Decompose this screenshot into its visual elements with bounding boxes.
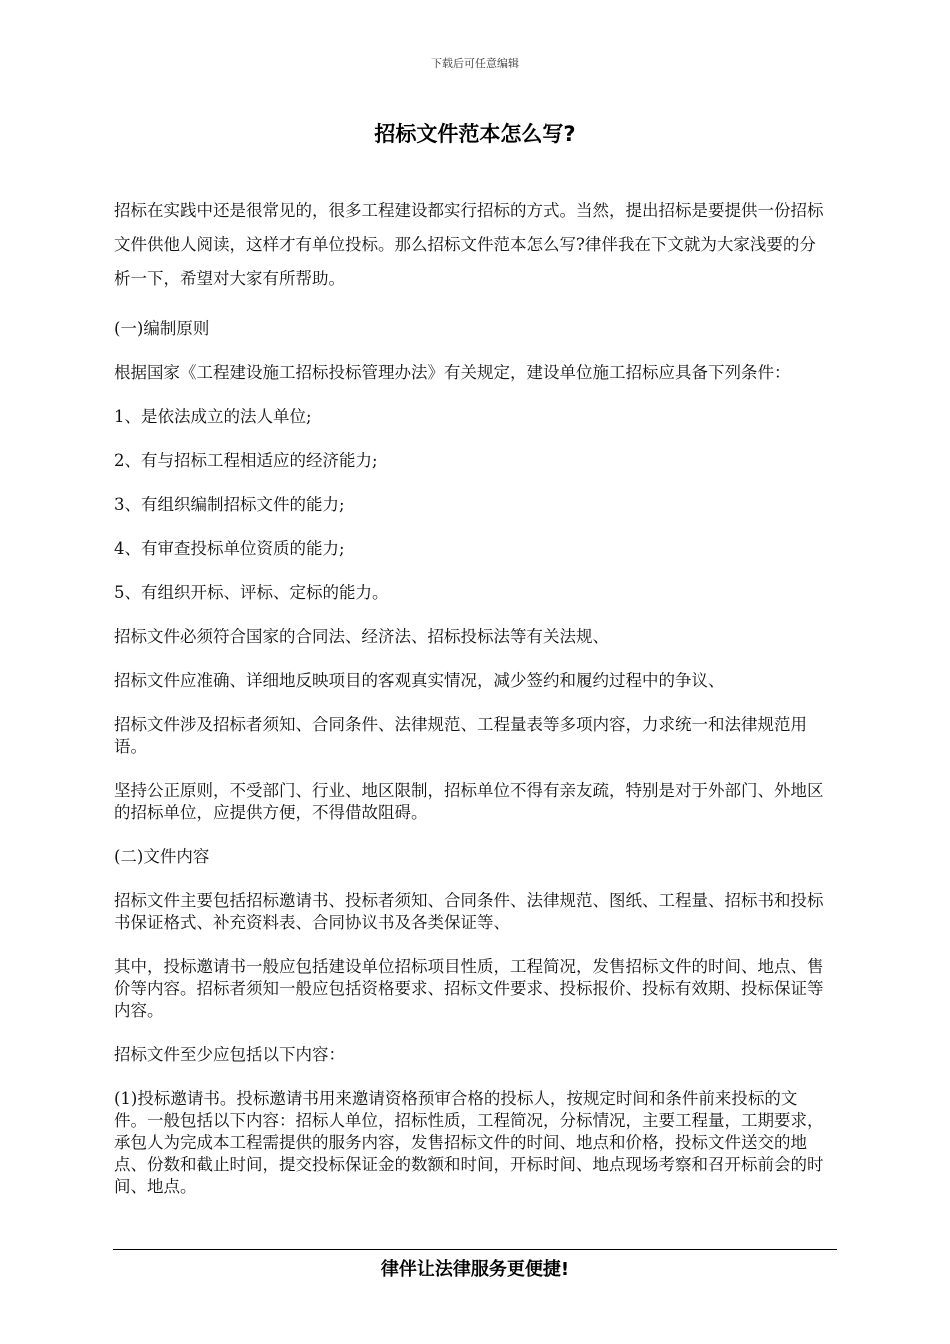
paragraph: 其中，投标邀请书一般应包括建设单位招标项目性质，工程简况，发售招标文件的时间、地点、售价等内容。招标者须知一般应包括资格要求、招标文件要求、投标报价、投标有效期、投标保证等内容。 <box>114 957 824 1020</box>
list-item: 3、有组织编制招标文件的能力; <box>114 495 345 514</box>
paragraph: 招标文件主要包括招标邀请书、投标者须知、合同条件、法律规范、图纸、工程量、招标书和投标书保证格式、补充资料表、合同协议书及各类保证等、 <box>114 891 824 932</box>
document-title: 招标文件范本怎么写? <box>374 122 576 146</box>
document-body <box>114 194 830 1220</box>
list-item: 5、有组织开标、评标、定标的能力。 <box>114 583 389 602</box>
paragraph: 招标文件必须符合国家的合同法、经济法、招标投标法等有关法规、 <box>114 627 609 646</box>
intro-paragraph: 招标在实践中还是很常见的，很多工程建设都实行招标的方式。当然，提出招标是要提供一份招标文件供他人阅读，这样才有单位投标。那么招标文件范本怎么写?律伴我在下文就为大家浅要的分析一下，希望对大家有所帮助。 <box>114 201 824 288</box>
section-heading-contents: (二)文件内容 <box>114 847 210 866</box>
paragraph: 招标文件涉及招标者须知、合同条件、法律规范、工程量表等多项内容，力求统一和法律规范用语。 <box>114 715 807 756</box>
paragraph: 坚持公正原则，不受部门、行业、地区限制，招标单位不得有亲友疏，特别是对于外部门、外地区的招标单位，应提供方便，不得借故阻碍。 <box>114 781 824 822</box>
page-header-note: 下载后可任意编辑 <box>431 57 519 70</box>
footer-slogan: 律伴让法律服务更便捷! <box>380 1259 570 1280</box>
section-heading-principles: (一)编制原则 <box>114 319 210 338</box>
paragraph: 招标文件至少应包括以下内容： <box>114 1045 345 1064</box>
list-item: 1、是依法成立的法人单位; <box>114 407 312 426</box>
list-item: 4、有审查投标单位资质的能力; <box>114 539 345 558</box>
list-item: 2、有与招标工程相适应的经济能力; <box>114 451 378 470</box>
footer-divider <box>113 1249 837 1250</box>
paragraph: 根据国家《工程建设施工招标投标管理办法》有关规定，建设单位施工招标应具备下列条件： <box>114 363 791 382</box>
paragraph: 招标文件应准确、详细地反映项目的客观真实情况，减少签约和履约过程中的争议、 <box>114 671 725 690</box>
paragraph: (1)投标邀请书。投标邀请书用来邀请资格预审合格的投标人，按规定时间和条件前来投标的文件。一般包括以下内容：招标人单位，招标性质，工程简况，分标情况，主要工程量，工期要求，承包人为完成本工程需提供的服务内容，发售招标文件的时间、地点和价格，投标文件送交的地点、份数和截止时间，提交投标保证金的数额和时间，开标时间、地点现场考察和召开标前会的时间、地点。 <box>114 1089 824 1196</box>
